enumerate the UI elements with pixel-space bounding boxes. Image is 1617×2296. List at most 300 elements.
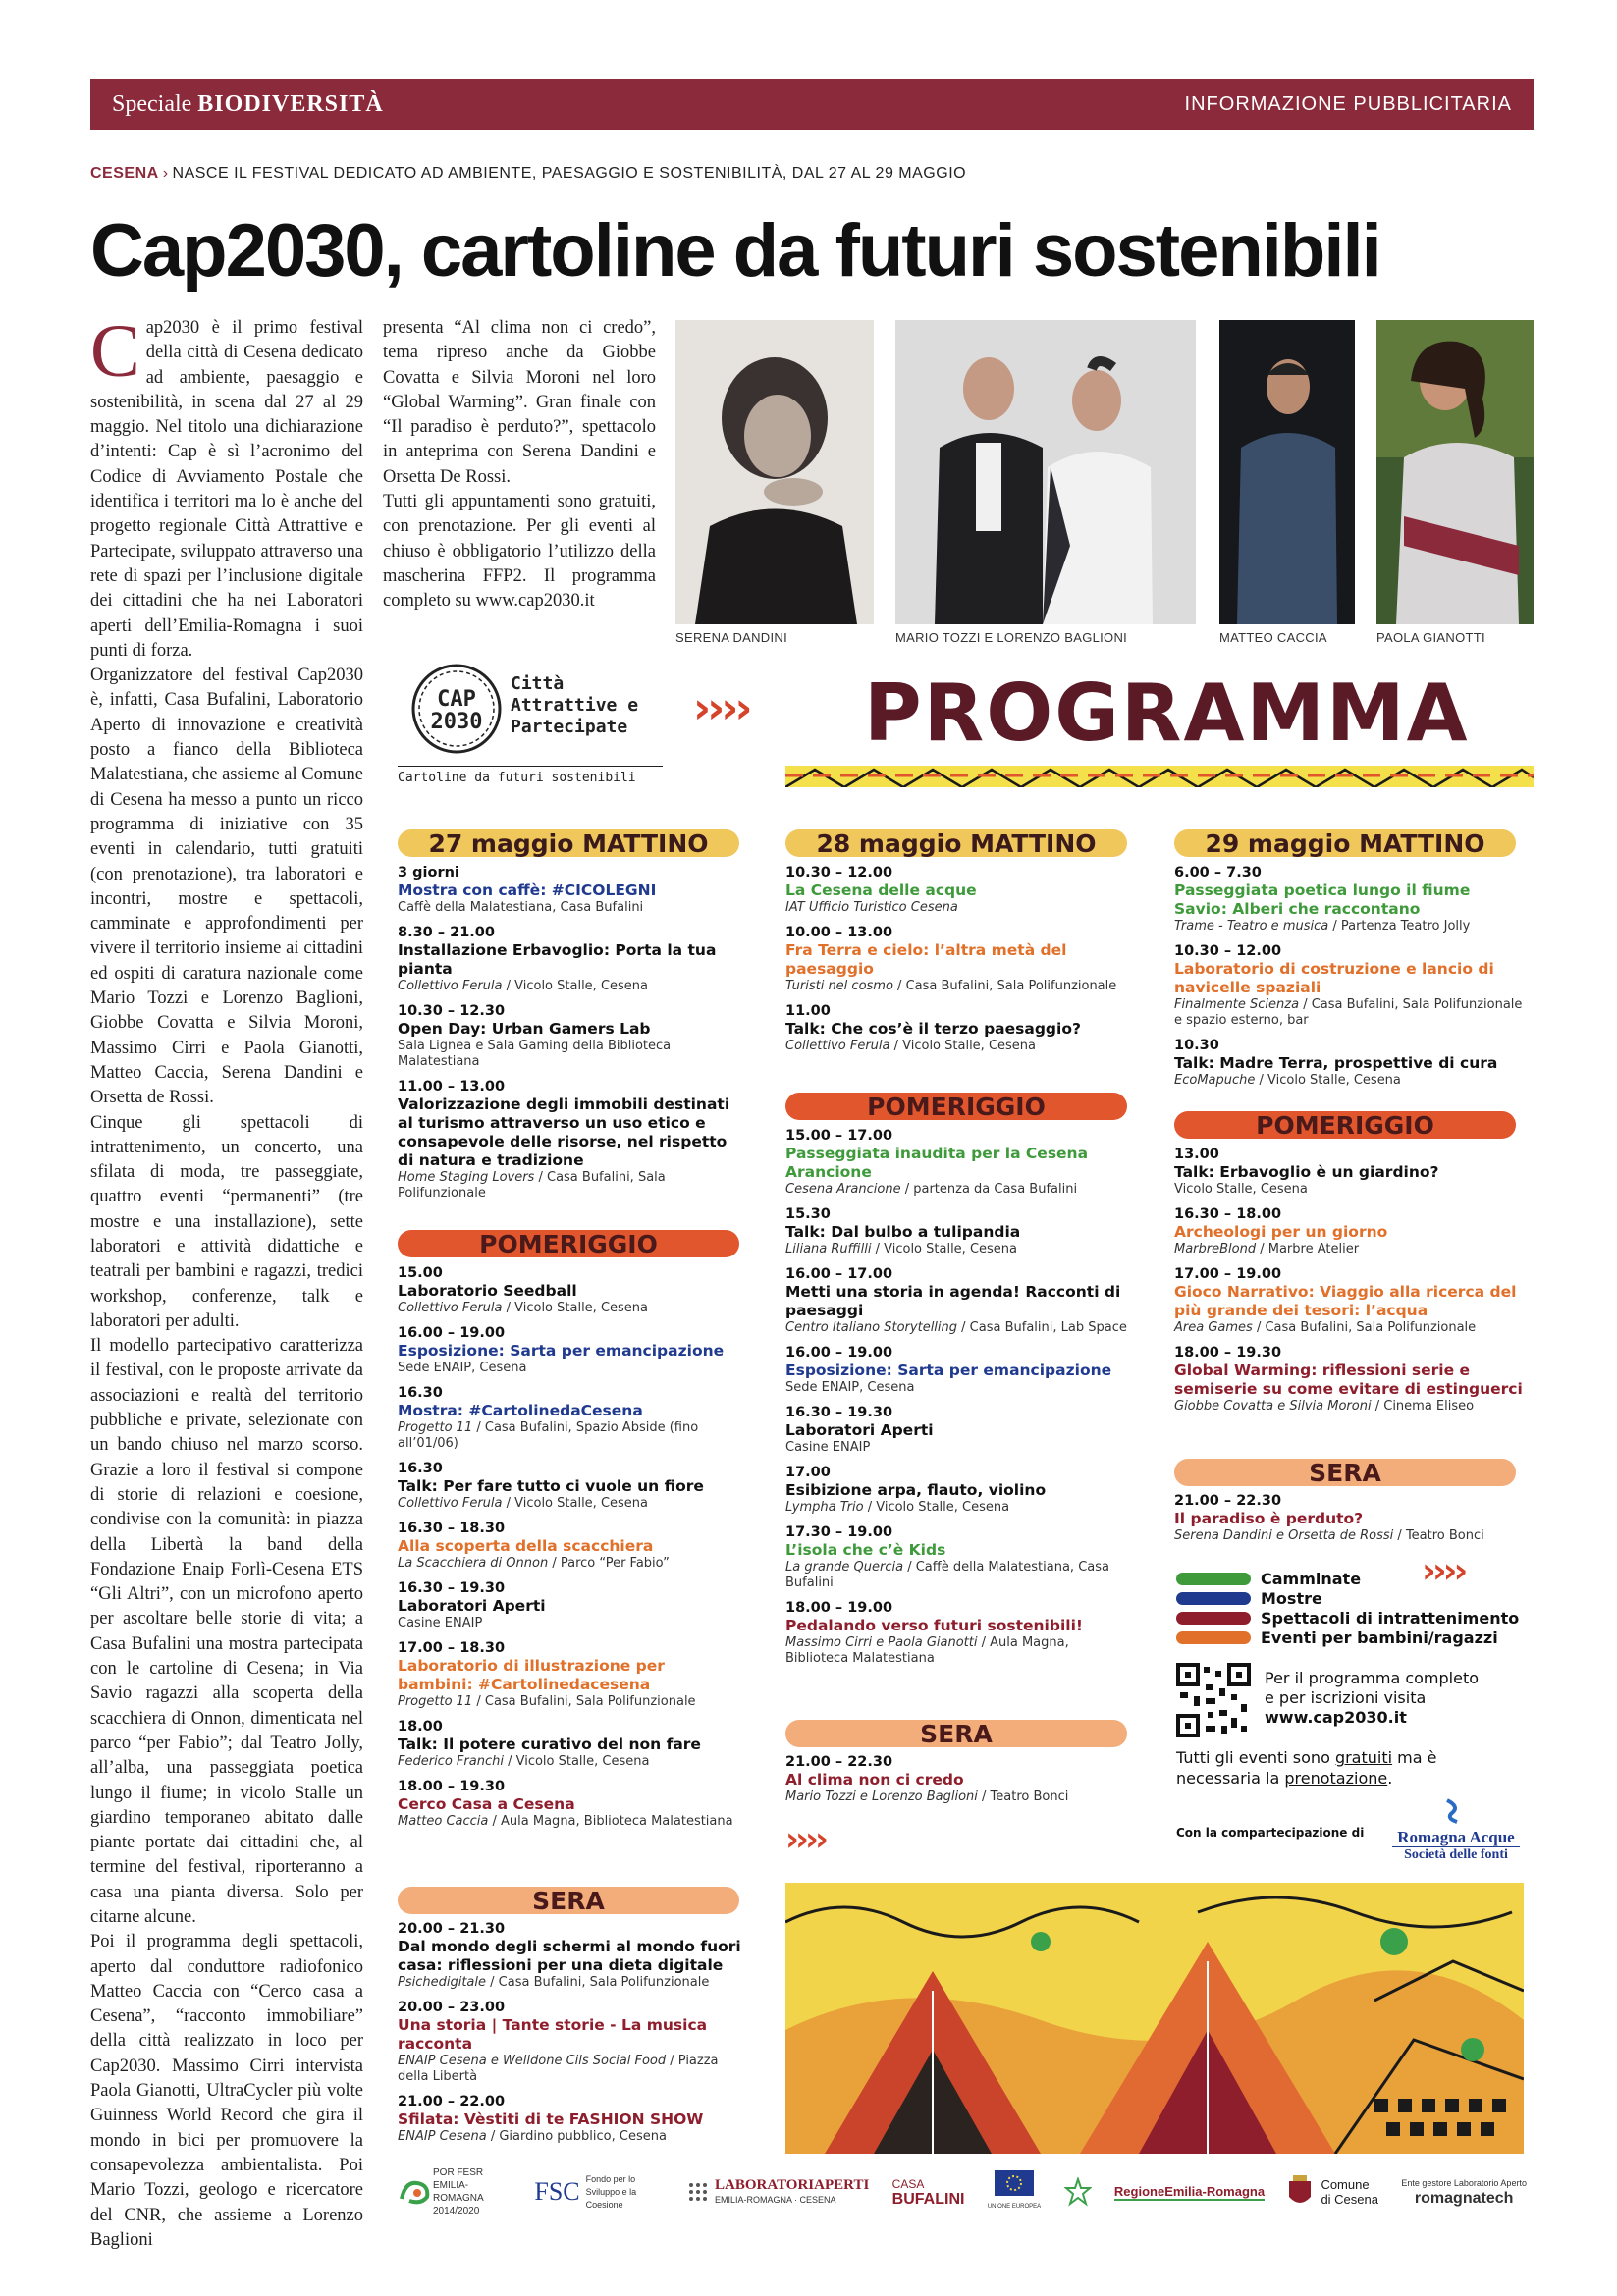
event-title: Talk: Il potere curativo del non fare xyxy=(398,1735,701,1753)
event-title: Esposizione: Sarta per emancipazione xyxy=(398,1342,725,1360)
program-event xyxy=(1174,1344,1524,1415)
event-location: / partenza da Casa Bufalini xyxy=(900,1182,1078,1197)
event-location: / Vicolo Stalle, Cesena xyxy=(502,1301,649,1315)
event-venue xyxy=(785,900,1129,916)
photo-caption: PAOLA GIANOTTI xyxy=(1376,630,1485,645)
dots-icon xyxy=(687,2181,709,2203)
day3-afternoon-list xyxy=(1174,1146,1524,1422)
photo-serena-dandini xyxy=(675,320,874,624)
event-venue xyxy=(1174,1399,1524,1415)
event-venue xyxy=(1174,1242,1524,1257)
program-event xyxy=(785,1265,1129,1336)
event-time: 18.00 – 19.00 xyxy=(785,1600,893,1616)
legend-item xyxy=(1176,1569,1519,1588)
program-event xyxy=(785,1002,1129,1054)
event-location: Casine ENAIP xyxy=(785,1440,871,1455)
city-crest-icon xyxy=(1287,2175,1313,2209)
event-venue xyxy=(785,979,1129,994)
event-title: Una storia | Tante storie - La musica racconta xyxy=(398,2016,708,2053)
event-title: Cerco Casa a Cesena xyxy=(398,1795,575,1813)
logo-tagline: Cartoline da futuri sostenibili xyxy=(398,766,663,785)
event-venue xyxy=(785,1635,1129,1667)
free-events-note xyxy=(1176,1747,1471,1789)
event-title: Installazione Erbavoglio: Porta la tua pianta xyxy=(398,941,717,978)
day1-afternoon-list xyxy=(398,1264,741,1838)
event-venue xyxy=(1174,1073,1524,1089)
event-title: Global Warming: riflessioni serie e semiserie su come evitare di estinguerci xyxy=(1174,1362,1523,1398)
event-location: Vicolo Stalle, Cesena xyxy=(1174,1182,1308,1197)
event-time: 3 giorni xyxy=(398,865,459,881)
sponsor-label: FSC xyxy=(534,2177,580,2206)
decorative-pattern-strip xyxy=(785,766,1534,787)
logo-line3: Partecipate xyxy=(511,717,628,737)
program-event xyxy=(398,924,741,994)
event-time: 10.30 – 12.00 xyxy=(1174,943,1282,959)
stamp-line1: CAP xyxy=(437,687,476,712)
day3-evening-list xyxy=(1174,1492,1524,1552)
event-organizer: IAT Ufficio Turistico Cesena xyxy=(785,900,958,915)
event-organizer: Massimo Cirri e Paola Gianotti xyxy=(785,1635,978,1650)
event-time: 17.00 xyxy=(785,1465,831,1480)
event-location: / Marbre Atelier xyxy=(1256,1242,1360,1256)
sponsor-comune-cesena xyxy=(1287,2175,1378,2209)
program-event xyxy=(398,1078,741,1201)
event-time: 16.00 – 19.00 xyxy=(398,1325,506,1341)
event-venue xyxy=(1174,1528,1524,1544)
event-location: / Casa Bufalini, Sala Polifunzionale xyxy=(892,979,1117,993)
event-location: / Casa Bufalini, Sala Polifunzionale e spazio esterno, bar xyxy=(1174,997,1523,1028)
article-column-1 xyxy=(90,310,363,2253)
event-time: 21.00 – 22.30 xyxy=(1174,1493,1282,1509)
event-time: 6.00 – 7.30 xyxy=(1174,865,1262,881)
cap2030-stamp-icon xyxy=(407,660,506,758)
event-venue xyxy=(398,1814,741,1830)
chevron-arrows-icon: ›››› xyxy=(693,683,749,733)
event-organizer: La grande Quercia xyxy=(785,1560,904,1575)
qr-line2: e per iscrizioni visita xyxy=(1265,1688,1427,1707)
event-title: Mostra: #CartolinedaCesena xyxy=(398,1402,643,1419)
event-venue xyxy=(785,1182,1129,1198)
event-title: Open Day: Urban Gamers Lab xyxy=(398,1020,651,1038)
event-title: Mostra con caffè: #CICOLEGNI xyxy=(398,881,657,899)
day2-afternoon-list xyxy=(785,1127,1129,1675)
sponsor-label: romagnatech xyxy=(1414,2189,1514,2207)
event-organizer: Centro Italiano Storytelling xyxy=(785,1320,958,1335)
program-event xyxy=(785,1205,1129,1257)
event-time: 16.30 xyxy=(398,1385,443,1401)
event-title: Alla scoperta della scacchiera xyxy=(398,1537,654,1555)
event-location: / Caffè della Malatestiana, Casa Bufalini xyxy=(785,1560,1109,1590)
event-venue xyxy=(398,1754,741,1770)
event-location: / Casa Bufalini, Sala Polifunzionale xyxy=(472,1694,696,1709)
day2-morning-header: 28 maggio MATTINO xyxy=(785,829,1127,857)
event-time: 21.00 – 22.00 xyxy=(398,2094,506,2109)
event-time: 16.00 – 17.00 xyxy=(785,1266,893,1282)
event-venue xyxy=(785,1500,1129,1516)
event-time: 10.30 – 12.30 xyxy=(398,1003,506,1019)
event-time: 16.30 – 19.30 xyxy=(398,1580,506,1596)
sponsor-label: Comune xyxy=(1321,2177,1370,2192)
event-title: Talk: Dal bulbo a tulipandia xyxy=(785,1223,1021,1241)
event-organizer: Collettivo Ferula xyxy=(398,979,503,993)
program-event xyxy=(1174,1037,1524,1089)
sponsor-label: LABORATORIAPERTI xyxy=(715,2177,870,2193)
event-venue xyxy=(1174,997,1524,1029)
event-organizer: Trame - Teatro e musica xyxy=(1174,919,1329,934)
photo-caption: MARIO TOZZI E LORENZO BAGLIONI xyxy=(895,630,1128,645)
logo-line2: Attrattive e xyxy=(511,695,639,716)
event-title: L’isola che c’è Kids xyxy=(785,1541,946,1559)
event-location: / Aula Magna, Biblioteca Malatestiana xyxy=(488,1814,733,1829)
event-location: / Cinema Eliseo xyxy=(1371,1399,1475,1414)
event-venue xyxy=(398,979,741,994)
day2-evening-list xyxy=(785,1753,1129,1813)
event-time: 15.00 xyxy=(398,1265,443,1281)
program-event xyxy=(785,1127,1129,1198)
event-title: Il paradiso è perduto? xyxy=(1174,1510,1364,1527)
article-paragraph: Poi il programma degli spettacoli, aperto dal conduttore radiofonico Matteo Caccia con “Cerco casa a Cesena”, “racconto immobiliare” della città realizzato in loco per Cap2030. Massimo Cirri intervista Paola Gianotti, UltraCycler più volte Guinness World Record che gira il mondo in bici per promuovere la consapevolezza ambientalista. Poi Mario Tozzi, geologo e ricercatore del CNR, che assieme a Lorenzo Baglioni xyxy=(90,1932,363,2250)
day1-afternoon-header: POMERIGGIO xyxy=(398,1230,739,1257)
programma-title: PROGRAMMA xyxy=(864,667,1470,759)
event-time: 20.00 – 23.00 xyxy=(398,2000,506,2015)
drop-cap: C xyxy=(90,310,140,393)
event-organizer: Finalmente Scienza xyxy=(1174,997,1300,1012)
event-location: / Vicolo Stalle, Cesena xyxy=(871,1242,1018,1256)
event-location: Caffè della Malatestiana, Casa Bufalini xyxy=(398,900,644,915)
event-organizer: Progetto 11 xyxy=(398,1420,473,1435)
event-time: 17.30 – 19.00 xyxy=(785,1524,893,1540)
legend-label: Camminate xyxy=(1261,1569,1362,1588)
event-venue xyxy=(785,1039,1129,1054)
photo-tozzi-baglioni xyxy=(895,320,1196,624)
event-title: Fra Terra e cielo: l’altra metà del paesaggio xyxy=(785,941,1067,978)
event-time: 18.00 xyxy=(398,1719,443,1735)
photo-caption: SERENA DANDINI xyxy=(675,630,788,645)
event-organizer: Area Games xyxy=(1174,1320,1253,1335)
program-event xyxy=(785,1523,1129,1591)
event-location: / Vicolo Stalle, Cesena xyxy=(503,1754,650,1769)
event-title: Talk: Madre Terra, prospettive di cura xyxy=(1174,1054,1498,1072)
legend xyxy=(1176,1569,1519,1647)
event-title: Al clima non ci credo xyxy=(785,1771,964,1789)
event-title: Metti una storia in agenda! Racconti di paesaggi xyxy=(785,1283,1121,1319)
event-time: 16.30 – 18.00 xyxy=(1174,1206,1282,1222)
event-time: 8.30 – 21.00 xyxy=(398,925,495,940)
program-event xyxy=(398,1520,741,1572)
event-location: / Vicolo Stalle, Cesena xyxy=(863,1500,1010,1515)
event-organizer: Collettivo Ferula xyxy=(398,1301,503,1315)
event-organizer: Cesena Arancione xyxy=(785,1182,901,1197)
photo-caption: MATTEO CACCIA xyxy=(1219,630,1327,645)
event-venue xyxy=(1174,1182,1524,1198)
day1-morning-header: 27 maggio MATTINO xyxy=(398,829,739,857)
event-time: 17.00 – 18.30 xyxy=(398,1640,506,1656)
event-organizer: ENAIP Cesena xyxy=(398,2129,487,2144)
article-lead: ap2030 è il primo festival della città di Cesena dedicato ad ambiente, paesaggio e sostenibilità, in scena dal 27 al 29 maggio. Nel titolo una dichiarazione d’intenti: Cap è sì l’acronimo del Codice di Avviamento Postale che identifica i territori ma lo è anche del progetto regionale Città Attrattive e Partecipate, sviluppato attraverso una rete di spazi per l’inclusione digitale dei cittadini che ha nei Laboratori aperti dell’Emilia-Romagna i suoi punti di forza. xyxy=(90,318,363,661)
event-location: / Casa Bufalini, Sala Polifunzionale xyxy=(398,1170,666,1201)
event-location: Sala Lignea e Sala Gaming della Biblioteca Malatestiana xyxy=(398,1039,672,1069)
brand-name: Romagna Acque xyxy=(1392,1829,1520,1847)
sponsor-casa-bufalini xyxy=(892,2176,965,2208)
legend-label: Mostre xyxy=(1261,1588,1322,1608)
event-title: Talk: Che cos’è il terzo paesaggio? xyxy=(785,1020,1081,1038)
event-organizer: Psichedigitale xyxy=(398,1975,487,1990)
legend-item xyxy=(1176,1608,1519,1628)
event-location: / Vicolo Stalle, Cesena xyxy=(889,1039,1037,1053)
legend-label: Eventi per bambini/ragazzi xyxy=(1261,1628,1498,1647)
event-venue xyxy=(398,1039,741,1070)
advertising-label: INFORMAZIONE PUBBLICITARIA xyxy=(1184,92,1512,115)
event-location: / Vicolo Stalle, Cesena xyxy=(1255,1073,1401,1088)
event-location: / Parco “Per Fabio” xyxy=(548,1556,670,1571)
event-time: 21.00 – 22.30 xyxy=(785,1754,893,1770)
event-time: 11.00 – 13.00 xyxy=(398,1079,506,1095)
event-organizer: ENAIP Cesena e Welldone Cils Social Food xyxy=(398,2054,667,2068)
sponsor-romagnatech xyxy=(1401,2177,1527,2208)
program-event xyxy=(1174,864,1524,934)
note-booking: prenotazione xyxy=(1284,1769,1388,1788)
sponsor-por-fesr xyxy=(398,2166,512,2217)
day2-evening-header: SERA xyxy=(785,1720,1127,1747)
event-organizer: Serena Dandini e Orsetta de Rossi xyxy=(1174,1528,1394,1543)
event-location: Sede ENAIP, Cesena xyxy=(398,1361,527,1375)
program-event xyxy=(785,1464,1129,1516)
legend-swatch xyxy=(1176,1612,1251,1625)
program-event xyxy=(398,1920,741,1991)
event-time: 10.30 xyxy=(1174,1038,1219,1053)
event-venue xyxy=(785,1560,1129,1591)
headline: Cap2030, cartoline da futuri sostenibili xyxy=(90,209,1380,293)
romagna-acque-logo xyxy=(1392,1798,1520,1863)
event-time: 18.00 – 19.30 xyxy=(1174,1345,1282,1361)
sponsor-label: Ente gestore Laboratorio Aperto xyxy=(1401,2177,1527,2188)
event-title: Passeggiata inaudita per la Cesena Arancione xyxy=(785,1145,1089,1181)
cap2030-logo xyxy=(398,660,673,787)
event-venue xyxy=(398,1975,741,1991)
event-organizer: La Scacchiera di Onnon xyxy=(398,1556,549,1571)
legend-label: Spettacoli di intrattenimento xyxy=(1261,1608,1520,1628)
event-venue xyxy=(1174,1320,1524,1336)
event-organizer: Giobbe Covatta e Silvia Moroni xyxy=(1174,1399,1372,1414)
article-paragraph: Tutti gli appuntamenti sono gratuiti, con prenotazione. Per gli eventi al chiuso è obbligatorio l’utilizzo della mascherina FFP2. Il programma completo su www.cap2030.it xyxy=(383,492,656,612)
event-venue xyxy=(398,1361,741,1376)
event-venue xyxy=(398,1170,741,1201)
program-event xyxy=(785,1753,1129,1805)
website-link[interactable]: www.cap2030.it xyxy=(1265,1708,1407,1727)
event-title: Pedalando verso futuri sostenibili! xyxy=(785,1617,1083,1634)
event-organizer: Mario Tozzi e Lorenzo Baglioni xyxy=(785,1789,978,1804)
sponsor-label: UNIONE EUROPEA xyxy=(987,2204,1042,2210)
brand-sub: Società delle fonti xyxy=(1404,1847,1508,1862)
event-time: 16.30 xyxy=(398,1461,443,1476)
event-title: Laboratorio di illustrazione per bambini: #Cartolinedacesena xyxy=(398,1657,665,1693)
program-event xyxy=(785,1404,1129,1456)
event-title: Esibizione arpa, flauto, violino xyxy=(785,1481,1047,1499)
event-venue xyxy=(785,1242,1129,1257)
event-venue xyxy=(398,2129,741,2145)
photo-paola-gianotti xyxy=(1376,320,1534,624)
event-location: / Casa Bufalini, Lab Space xyxy=(957,1320,1127,1335)
event-venue xyxy=(398,1694,741,1710)
event-venue xyxy=(398,900,741,916)
event-title: Archeologi per un giorno xyxy=(1174,1223,1388,1241)
event-location: / Casa Bufalini, Sala Polifunzionale xyxy=(486,1975,710,1990)
event-venue xyxy=(398,1616,741,1631)
event-title: La Cesena delle acque xyxy=(785,881,977,899)
program-event xyxy=(785,864,1129,916)
event-location: / Teatro Bonci xyxy=(1393,1528,1484,1543)
event-title: Talk: Per fare tutto ci vuole un fiore xyxy=(398,1477,704,1495)
program-event xyxy=(398,1324,741,1376)
event-location: / Casa Bufalini, Spazio Abside (fino all’01/06) xyxy=(398,1420,699,1451)
sponsor-label: CASA xyxy=(891,2177,925,2191)
program-event xyxy=(785,1599,1129,1667)
photo-matteo-caccia xyxy=(1219,320,1355,624)
kicker xyxy=(90,165,966,183)
program-event xyxy=(398,1002,741,1070)
event-time: 11.00 xyxy=(785,1003,831,1019)
sponsor-label: EMILIA-ROMAGNA · CESENA xyxy=(715,2195,836,2205)
event-title: Dal mondo degli schermi al mondo fuori casa: riflessioni per una dieta digitale xyxy=(398,1938,741,1974)
event-location: / Casa Bufalini, Sala Polifunzionale xyxy=(1252,1320,1477,1335)
sponsor-fsc xyxy=(534,2173,664,2212)
event-location: / Piazza della Libertà xyxy=(398,2054,719,2084)
event-location: / Partenza Teatro Jolly xyxy=(1328,919,1471,934)
event-title: Valorizzazione degli immobili destinati al turismo attraverso un uso etico e consapevole delle risorse, nel rispetto di natura e tradizione xyxy=(398,1095,730,1169)
event-time: 15.00 – 17.00 xyxy=(785,1128,893,1144)
event-time: 20.00 – 21.30 xyxy=(398,1921,506,1937)
program-event xyxy=(1174,1146,1524,1198)
event-organizer: EcoMapuche xyxy=(1174,1073,1256,1088)
section-header-bar xyxy=(90,79,1534,130)
note-text: Tutti gli eventi sono xyxy=(1176,1748,1335,1767)
event-venue xyxy=(1174,919,1524,934)
program-event xyxy=(398,1579,741,1631)
event-venue xyxy=(785,1440,1129,1456)
day2-afternoon-header: POMERIGGIO xyxy=(785,1093,1127,1120)
note-free: gratuiti xyxy=(1334,1748,1393,1767)
sponsor-label: Fondo per lo Sviluppo e la Coesione xyxy=(585,2173,637,2210)
sponsor-label: di Cesena xyxy=(1321,2192,1378,2207)
eu-flag-icon xyxy=(995,2170,1034,2196)
section-name: BIODIVERSITÀ xyxy=(197,90,384,117)
event-organizer: MarbreBlond xyxy=(1174,1242,1257,1256)
chevron-arrows-icon: ›››› xyxy=(785,1820,826,1859)
event-venue xyxy=(398,2054,741,2085)
legend-swatch xyxy=(1176,1592,1251,1605)
section-title xyxy=(112,91,384,118)
por-fesr-icon xyxy=(398,2177,433,2207)
event-venue xyxy=(398,1496,741,1512)
legend-item xyxy=(1176,1588,1519,1608)
day1-evening-list xyxy=(398,1920,741,2153)
event-organizer: Home Staging Lovers xyxy=(398,1170,535,1185)
program-event xyxy=(1174,1492,1524,1544)
program-event xyxy=(398,864,741,916)
italy-emblem-icon xyxy=(1064,2177,1092,2207)
article-column-2 xyxy=(383,316,656,614)
event-location: Sede ENAIP, Cesena xyxy=(785,1380,915,1395)
event-venue xyxy=(785,1320,1129,1336)
chevron-arrows-icon: ›››› xyxy=(1422,1551,1465,1591)
event-title: Passeggiata poetica lungo il fiume Savio: Alberi che raccontano xyxy=(1174,881,1471,918)
program-event xyxy=(1174,942,1524,1029)
event-title: Laboratorio di costruzione e lancio di navicelle spaziali xyxy=(1174,960,1494,996)
event-title: Sfilata: Vèstiti di te FASHION SHOW xyxy=(398,2110,704,2128)
sponsor-regione: RegioneEmilia-Romagna xyxy=(1113,2183,1266,2199)
program-event xyxy=(398,2093,741,2145)
sponsor-eu xyxy=(988,2170,1041,2214)
copart-label: Con la compartecipazione di xyxy=(1176,1826,1365,1840)
event-organizer: Federico Franchi xyxy=(398,1754,504,1769)
kicker-city: CESENA xyxy=(90,165,159,182)
event-organizer: Turisti nel cosmo xyxy=(785,979,893,993)
chevron-right-icon: › xyxy=(162,165,169,182)
water-drop-icon xyxy=(1441,1798,1471,1824)
event-title: Gioco Narrativo: Viaggio alla ricerca del più grande dei tesori: l’acqua xyxy=(1174,1283,1517,1319)
event-organizer: Lympha Trio xyxy=(785,1500,864,1515)
day2-morning-list xyxy=(785,864,1129,1062)
event-title: Esposizione: Sarta per emancipazione xyxy=(785,1362,1112,1379)
article-paragraph: Il modello partecipativo caratterizza il festival, con le proposte arrivate da associazioni e realtà del territorio pubbliche e private, selezionate con un bando chiuso nel marzo scorso. Grazie a loro il festival si compone di storie di relazioni e coesione, condivise con la comunità: in piazza della Libertà la band della Fondazione Enaip Forlì-Cesena ETS “Gli Altri”, con un microfono aperto per ascoltare belle storie di vita; a Casa Bufalini una mostra partecipata con le cartoline di Cesena; in Via Savio ragazzi alla scoperta della scacchiera di Onnon, dimenticata nel parco “per Fabio”; dal Teatro Jolly, all’alba, una passeggiata poetica lungo il fiume; in vicolo Stalle un giardino temporaneo abitato dalle piante portate dai cittadini che, al termine del festival, riporteranno a casa una pianta diversa. Solo per citarne alcune. xyxy=(90,1336,363,1927)
program-event xyxy=(785,924,1129,994)
stamp-line2: 2030 xyxy=(430,710,483,734)
event-time: 10.00 – 13.00 xyxy=(785,925,893,940)
event-title: Talk: Erbavoglio è un giardino? xyxy=(1174,1163,1439,1181)
event-organizer: Liliana Ruffilli xyxy=(785,1242,872,1256)
program-event xyxy=(398,1999,741,2085)
sponsor-laboratori-aperti xyxy=(687,2177,869,2207)
sponsor-label: POR FESR EMILIA-ROMAGNA 2014/2020 xyxy=(433,2167,484,2216)
event-title: Laboratori Aperti xyxy=(785,1421,934,1439)
logo-line1: Città xyxy=(511,673,565,694)
qr-code-icon[interactable] xyxy=(1176,1663,1251,1737)
event-venue xyxy=(398,1556,741,1572)
event-venue xyxy=(785,1380,1129,1396)
event-time: 15.30 xyxy=(785,1206,831,1222)
kicker-text: NASCE IL FESTIVAL DEDICATO AD AMBIENTE, PAESAGGIO E SOSTENIBILITÀ, DAL 27 AL 29 MAGGIO xyxy=(172,165,967,182)
program-event xyxy=(398,1384,741,1452)
event-time: 16.30 – 18.30 xyxy=(398,1521,506,1536)
day1-evening-header: SERA xyxy=(398,1887,739,1914)
section-prefix: Speciale xyxy=(112,90,192,117)
sponsor-label: BUFALINI xyxy=(891,2191,965,2208)
event-location: Casine ENAIP xyxy=(398,1616,483,1630)
event-organizer: Matteo Caccia xyxy=(398,1814,489,1829)
event-time: 18.00 – 19.30 xyxy=(398,1779,506,1794)
article-paragraph: Organizzatore del festival Cap2030 è, infatti, Casa Bufalini, Laboratorio Aperto di innovazione e creatività posto a fianco della Biblioteca Malatestiana, che assieme al Comune di Cesena ha messo a punto un ricco programma di iniziative con 35 eventi in calendario, tutti gratuiti (con prenotazione), tra laboratori e incontri, mostre e spettacoli, camminate e approfondimenti per vivere il territorio insieme ai cittadini ed ospiti di caratura nazionale come Mario Tozzi e Lorenzo Baglioni, Giobbe Covatta e Silvia Moroni, Massimo Cirri e Paola Gianotti, Matteo Caccia, Serena Dandini e Orsetta de Rossi. xyxy=(90,666,363,1108)
event-time: 13.00 xyxy=(1174,1147,1219,1162)
event-title: Laboratori Aperti xyxy=(398,1597,546,1615)
event-time: 10.30 – 12.00 xyxy=(785,865,893,881)
decorative-illustration xyxy=(785,1883,1524,2154)
day3-afternoon-header: POMERIGGIO xyxy=(1174,1111,1516,1139)
day3-evening-header: SERA xyxy=(1174,1459,1516,1486)
qr-info xyxy=(1265,1669,1479,1728)
event-time: 17.00 – 19.00 xyxy=(1174,1266,1282,1282)
qr-line1: Per il programma completo xyxy=(1265,1669,1480,1687)
note-text: . xyxy=(1387,1769,1393,1788)
event-time: 16.00 – 19.00 xyxy=(785,1345,893,1361)
sponsors-bar xyxy=(398,2167,1527,2216)
program-event xyxy=(1174,1265,1524,1336)
program-event xyxy=(398,1264,741,1316)
program-event xyxy=(398,1460,741,1512)
article-paragraph: Cinque gli spettacoli di intrattenimento, un concerto, una sfilata di moda, tre passeggiate, quattro eventi “permanenti” (tre mostre e una installazione), sette laboratori e attività didattiche e teatrali per bambini e ragazzi, tredici workshop, conferenze, talk e laboratori per adulti. xyxy=(90,1112,363,1331)
event-time: 16.30 – 19.30 xyxy=(785,1405,893,1420)
program-event xyxy=(398,1718,741,1770)
event-location: / Vicolo Stalle, Cesena xyxy=(502,1496,649,1511)
